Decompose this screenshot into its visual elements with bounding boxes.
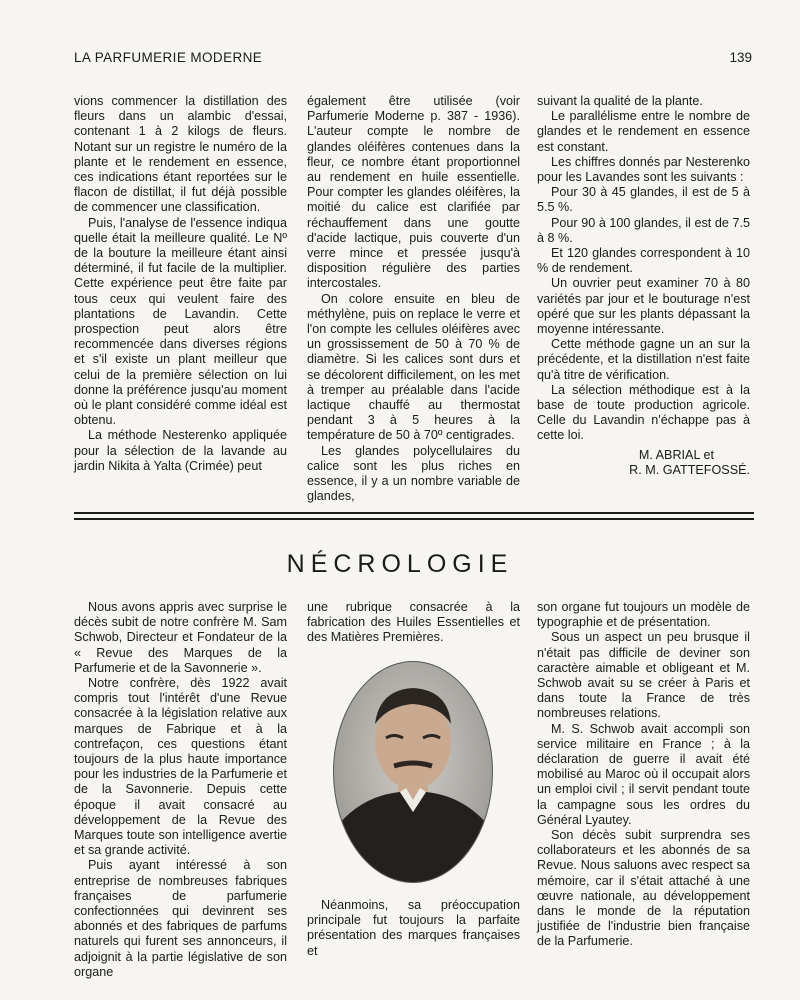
portrait-photo — [333, 661, 493, 883]
paragraph: une rubrique consacrée à la fabrication des Huiles Essentielles et des Matières Premières. — [307, 600, 520, 645]
paragraph: Puis ayant intéressé à son entreprise de nombreuses fabriques françaises de parfumerie confectionnées qui devinrent ses abonnés et des fabriques de parfums naturels qui furent ses annonceurs, il adjoignit à la partie législative de son organe — [74, 858, 287, 979]
obituary-column-2-bottom — [307, 898, 520, 959]
article-column-3 — [537, 94, 750, 478]
paragraph: Sous un aspect un peu brusque il n'était pas difficile de deviner son caractère aimable et obligeant et M. Schwob avait su se créer à Paris et dans toute la France de très nombreuses relations. — [537, 630, 750, 721]
paragraph: Et 120 glandes correspondent à 10 % de rendement. — [537, 246, 750, 276]
paragraph: Un ouvrier peut examiner 70 à 80 variétés par jour et le bouturage n'est opéré que sur les plants dépassant la moyenne intéressante. — [537, 276, 750, 337]
article-column-2 — [307, 94, 520, 504]
paragraph: suivant la qualité de la plante. — [537, 94, 703, 108]
paragraph: également être utilisée (voir Parfumerie Moderne p. 387 - 1936). L'auteur compte le nombre de glandes oléifères contenues dans la fleur, ce nombre étant proportionnel au rendement en huile essentielle. Pour compter les glandes oléifères, la moitié du calice est clarifiée par réchauffement dans une goutte d'acide lactique, puis couverte d'un verre mince et pressée jusqu'à disposition régulière des parties intercostales. — [307, 94, 520, 291]
author-signature: R. M. GATTEFOSSÉ. — [629, 462, 750, 477]
paragraph: M. S. Schwob avait accompli son service militaire en France ; à la déclaration de guerre il avait été mobilisé au Maroc où il occupait alors un emploi civil ; il servit pendant toute la campagne sous les ordres du Général Lyautey. — [537, 721, 750, 827]
paragraph: Cette méthode gagne un an sur la précédente, et la distillation n'est faite qu'à titre de vérification. — [537, 337, 750, 382]
paragraph: Le parallélisme entre le nombre de glandes et le rendement en essence est constant. — [537, 109, 750, 154]
paragraph: Les chiffres donnés par Nesterenko pour les Lavandes sont les suivants : — [537, 154, 750, 185]
obituary-column-3 — [537, 600, 750, 950]
divider-rule — [74, 518, 754, 520]
paragraph: Les glandes polycellulaires du calice sont les plus riches en essence, il y a un nombre variable de glandes, — [307, 443, 520, 504]
paragraph: La méthode Nesterenko appliquée pour la sélection de la lavande au jardin Nikita à Yalta (Crimée) peut — [74, 428, 287, 473]
paragraph: Néanmoins, sa préoccupation principale fut toujours la parfaite présentation des marques françaises et — [307, 898, 520, 958]
paragraph: Son décès subit surprendra ses collaborateurs et les abonnés de sa Revue. Nous saluons avec respect sa mémoire, car il s'était attaché à une œuvre nationale, au développement dans le monde de la réputation justifiée de l'industrie bien française de la Parfumerie. — [537, 828, 750, 949]
obituary-column-1 — [74, 600, 287, 980]
journal-title: LA PARFUMERIE MODERNE — [74, 50, 263, 65]
paragraph: La sélection méthodique est à la base de toute production agricole. Celle du Lavandin n'échappe pas à cette loi. — [537, 382, 750, 443]
author-signature: M. ABRIAL et — [638, 447, 714, 462]
section-title: NÉCROLOGIE — [286, 550, 514, 578]
paragraph: Pour 90 à 100 glandes, il est de 7.5 à 8 %. — [537, 215, 750, 245]
paragraph: Puis, l'analyse de l'essence indiqua quelle était la meilleure qualité. Le Nº de la bouture la meilleure étant ainsi déterminé, il fut facile de la multiplier. Cette expérience peut être faite par tous ceux qui veulent faire des plantations de Lavandin. Cette prospection peut alors être recommencée dans diverses régions et s'il existe un plant meilleur que celui de la première sélection on lui donne la préférence jusqu'au moment où le plant considéré comme idéal est obtenu. — [74, 215, 287, 428]
paragraph: Notre confrère, dès 1922 avait compris tout l'intérêt d'une Revue consacrée à la législation relative aux marques de Fabrique et à la contrefaçon, ces questions étant toujours de la plus haute importance pour les industries de la Parfumerie et de la Savonnerie. Depuis cette époque il avait consacré au développement de la Revue des Marques toute son intelligence avertie et sa grande activité. — [74, 676, 287, 858]
obituary-column-2-top — [307, 600, 520, 646]
article-column-1 — [74, 94, 287, 474]
page-number: 139 — [729, 50, 752, 65]
paragraph: On colore ensuite en bleu de méthylène, puis on replace le verre et l'on compte les cellules oléifères avec un grossissement de 50 à 70 % de diamètre. Si les calices sont durs et se décolorent difficilement, on les met à tremper au préalable dans l'acide lactique chauffé au thermostat pendant 3 à 5 heures à la température de 50 à 70º centigrades. — [307, 291, 520, 443]
paragraph: son organe fut toujours un modèle de typographie et de présentation. — [537, 600, 750, 630]
paragraph: Pour 30 à 45 glandes, il est de 5 à 5.5 %. — [537, 185, 750, 215]
divider-rule — [74, 512, 754, 514]
portrait-illustration — [334, 662, 492, 882]
paragraph: vions commencer la distillation des fleurs dans un alambic d'essai, contenant 1 à 2 kilogs de fleurs. Notant sur un registre le numéro de la plante et le rendement en essence, ces indications étant reportées sur le flacon de distillat, il fut déjà possible de commencer une classification. — [74, 94, 287, 215]
paragraph: Nous avons appris avec surprise le décès subit de notre confrère M. Sam Schwob, Directeur et Fondateur de la « Revue des Marques de la Parfumerie et de la Savonnerie ». — [74, 600, 287, 675]
